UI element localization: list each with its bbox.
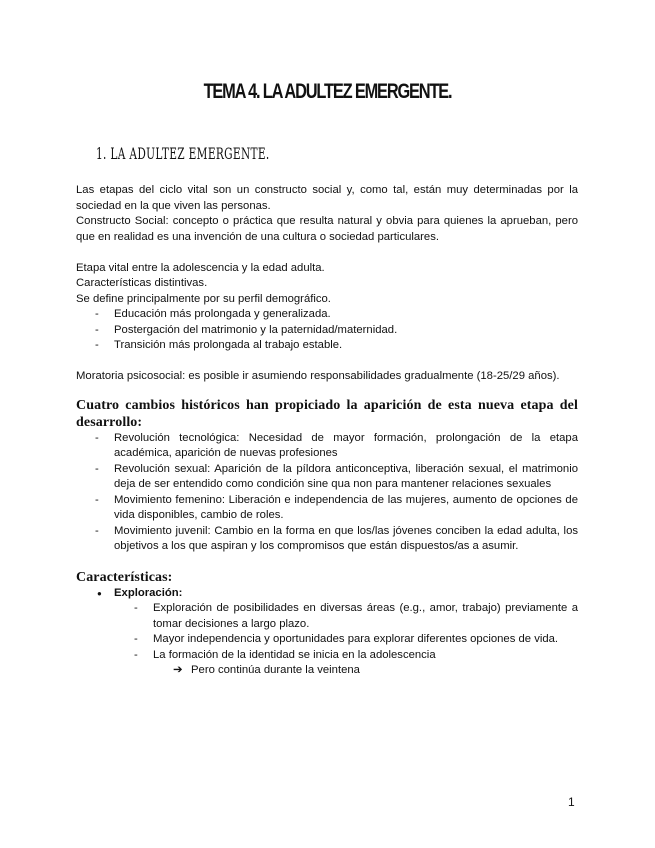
list-item: - Movimiento femenino: Liberación e independencia de las mujeres, aumento de opciones de vida disponibles, cambio de roles. [76,493,578,524]
document-body [76,183,578,679]
section-heading: 1. LA ADULTEZ EMERGENTE. [96,144,270,163]
list-item: - La formación de la identidad se inicia en la adolescencia [76,648,578,664]
moratoria-paragraph: Moratoria psicosocial: es posible ir asumiendo responsabilidades gradualmente (18-25/29 años). [76,370,560,382]
caracteristicas-heading: Características: [76,569,173,585]
list-item: - Mayor independencia y oportunidades para explorar diferentes opciones de vida. [76,632,578,648]
arrow-right-icon: ➔ [173,664,183,676]
page-number: 1 [568,795,575,809]
exploracion-bullet: ● Exploración: [76,586,578,602]
list-item: - Transición más prolongada al trabajo estable. [76,338,578,354]
intro-paragraph-1: Las etapas del ciclo vital son un constructo social y, como tal, están muy determinadas por la sociedad en la que viven las personas. [76,184,578,212]
list-item: - Movimiento juvenil: Cambio en la forma en que los/las jóvenes conciben la edad adulta, los objetivos a los que aspiran y los compromisos que están dispuestos/as a asumir. [76,524,578,555]
cambios-heading: Cuatro cambios históricos han propiciado la aparición de esta nueva etapa del desarrollo: [76,397,578,430]
etapa-line-3: Se define principalmente por su perfil demográfico. [76,292,331,305]
document-title: TEMA 4. LA ADULTEZ EMERGENTE. [203,80,452,103]
etapa-line-2: Características distintivas. [76,277,208,289]
intro-paragraph-2: Constructo Social: concepto o práctica que resulta natural y obvia para quienes la aprueban, pero que en realidad es una invención de una cultura o sociedad particulares. [76,215,578,243]
list-item: - Educación más prolongada y generalizada. [76,307,578,323]
exploracion-list [76,601,578,663]
list-item: - Postergación del matrimonio y la paternidad/maternidad. [76,323,578,339]
etapa-list [76,307,578,354]
etapa-line-1: Etapa vital entre la adolescencia y la edad adulta. [76,261,325,274]
arrow-item-text: Pero continúa durante la veintena [191,664,360,676]
list-item: - Revolución tecnológica: Necesidad de mayor formación, prolongación de la etapa académica, aparición de nuevas profesiones [76,431,578,462]
cambios-list [76,431,578,555]
list-item: - Exploración de posibilidades en diversas áreas (e.g., amor, trabajo) previamente a tomar decisiones a largo plazo. [76,601,578,632]
arrow-item [76,663,578,679]
list-item: - Revolución sexual: Aparición de la píldora anticonceptiva, liberación sexual, el matrimonio deja de ser entendido como condición sine qua non para mantener relaciones sexuales [76,462,578,493]
